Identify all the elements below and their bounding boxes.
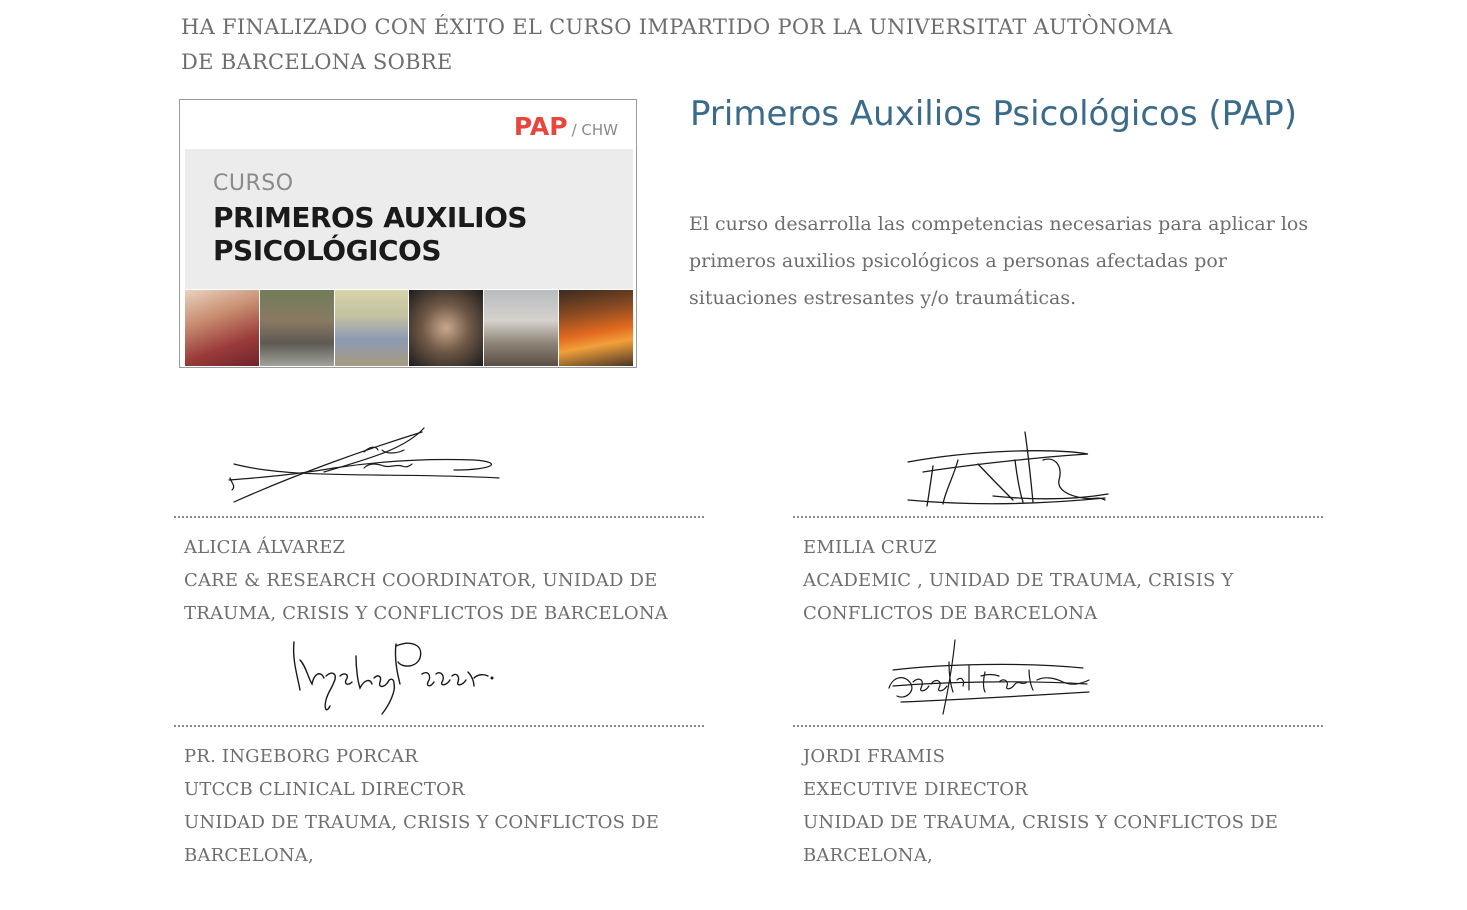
signatory-info (803, 531, 1323, 630)
signatory-role: CARE & RESEARCH COORDINATOR, UNIDAD DE TRAUMA, CRISIS Y CONFLICTOS DE BARCELONA (184, 570, 668, 624)
signatory-organization: UNIDAD DE TRAUMA, CRISIS Y CONFLICTOS DE BARCELONA, (184, 812, 660, 866)
signature-image (174, 420, 704, 512)
signatory-name: EMILIA CRUZ (803, 537, 937, 558)
cover-title-line1: PRIMEROS AUXILIOS (213, 201, 528, 234)
signature-line (174, 725, 704, 727)
signatory-name: PR. INGEBORG PORCAR (184, 746, 419, 767)
brand-primary: PAP (513, 112, 568, 141)
brand-secondary: / CHW (571, 121, 618, 139)
cover-title-line2: PSICOLÓGICOS (213, 234, 442, 267)
brand-logo (514, 112, 618, 141)
signatory-role: ACADEMIC , UNIDAD DE TRAUMA, CRISIS Y CONFLICTOS DE BARCELONA (803, 570, 1234, 624)
signature-image (793, 420, 1323, 512)
signatory-name: JORDI FRAMIS (803, 746, 946, 767)
signatory-alicia-alvarez (174, 420, 704, 630)
photo-wildfire (559, 290, 633, 366)
photo-flooded-street (260, 290, 334, 366)
cover-title (213, 201, 613, 267)
cover-label: CURSO (213, 171, 294, 196)
signatory-info (803, 740, 1323, 872)
signature-line (793, 725, 1323, 727)
course-title: Primeros Auxilios Psicológicos (PAP) (690, 94, 1297, 134)
signatory-ingeborg-porcar (174, 630, 704, 870)
certificate-header: HA FINALIZADO CON ÉXITO EL CURSO IMPARTIDO POR LA UNIVERSITAT AUTÒNOMA DE BARCELONA SOBRE (181, 15, 1173, 74)
signatory-info (184, 531, 704, 630)
signatory-emilia-cruz (793, 420, 1323, 630)
photo-distressed-girl (185, 290, 259, 366)
photo-strip (185, 290, 633, 366)
signatory-role: UTCCB CLINICAL DIRECTOR (184, 779, 465, 800)
signature-image (793, 630, 1323, 722)
photo-group-meeting (335, 290, 409, 366)
course-cover-image (179, 99, 637, 368)
photo-elderly-man (484, 290, 558, 366)
course-description: El curso desarrolla las competencias necesarias para aplicar los primeros auxilios psicológicos a personas afectadas por situaciones estresantes y/o traumáticas. (689, 213, 1309, 309)
signature-image (174, 630, 704, 722)
signatory-role: EXECUTIVE DIRECTOR (803, 779, 1028, 800)
photo-crying-child (409, 290, 483, 366)
signatory-organization: UNIDAD DE TRAUMA, CRISIS Y CONFLICTOS DE BARCELONA, (803, 812, 1279, 866)
signatory-name: ALICIA ÁLVAREZ (184, 537, 346, 558)
signature-line (174, 516, 704, 518)
signature-line (793, 516, 1323, 518)
signatory-info (184, 740, 704, 872)
signatory-jordi-framis (793, 630, 1323, 870)
cover-banner (185, 149, 633, 289)
